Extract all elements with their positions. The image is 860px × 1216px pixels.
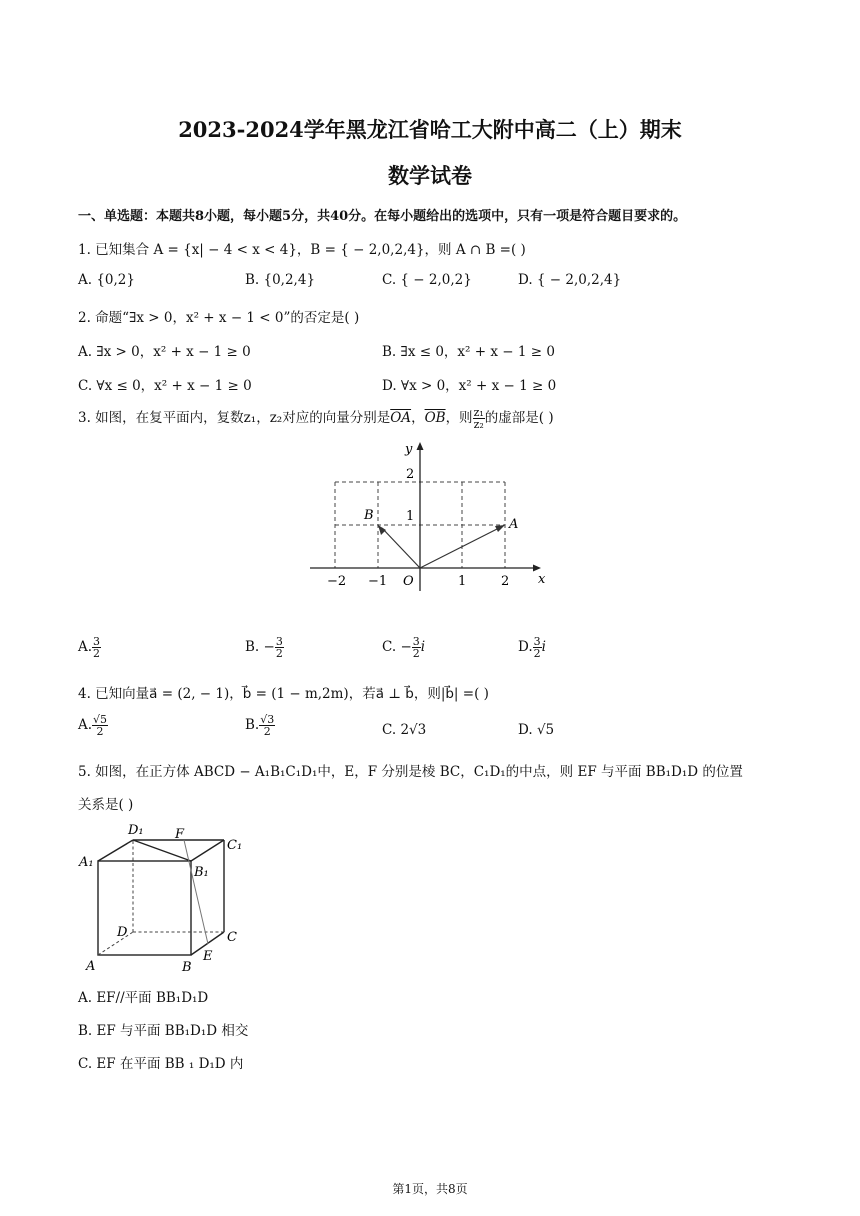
q4-option-a-num: √5: [93, 713, 108, 726]
question-3-stem: [78, 406, 554, 430]
segment-ef: [184, 840, 208, 944]
point-f: F: [175, 827, 185, 842]
vertex-c1: C₁: [227, 838, 243, 853]
vertex-b1: B₁: [194, 865, 209, 880]
q4-option-a: [78, 714, 108, 737]
q3-option-a-label: A.: [78, 639, 93, 655]
y-tick-1: 1: [406, 509, 415, 524]
origin-label: O: [403, 574, 414, 589]
x-axis-label: x: [538, 572, 546, 587]
q5-option-a: A. EF//平面 BB₁D₁D: [78, 990, 209, 1006]
point-a-label: A: [509, 517, 519, 532]
vector-ob-head: [378, 525, 386, 535]
vector-ob: $\overline{OB}$: [424, 410, 446, 426]
q4-option-c: [382, 722, 426, 738]
q3-fraction: [473, 407, 485, 430]
complex-plane-figure: [305, 436, 555, 598]
q3-stem-text: 3. 如图，在复平面内，复数z₁，z₂对应的向量分别是: [78, 410, 391, 426]
y-tick-2: 2: [406, 467, 415, 482]
q3-option-c-den: 2: [412, 647, 420, 660]
vertex-b: B: [182, 960, 192, 975]
q3-option-b: [245, 636, 284, 659]
vertex-c: C: [227, 930, 237, 945]
q4-option-b-num: √3: [260, 713, 275, 726]
q4-option-b: [245, 714, 275, 737]
q3-option-d-den: 2: [533, 647, 541, 660]
page-footer: 第1页，共8页: [392, 1182, 468, 1196]
q4-option-a-den: 2: [96, 725, 104, 738]
vector-oa: $\overline{OA}$: [390, 410, 412, 426]
q3-frac-num: z₁: [473, 406, 484, 419]
q3-option-a: [78, 636, 101, 659]
q3-option-d-label: D.: [518, 639, 533, 655]
q4-option-a-label: A.: [78, 717, 93, 733]
q3-separator: ，: [411, 410, 425, 426]
q3-option-c: [382, 636, 425, 659]
question-2-stem: 2. 命题“∃x > 0，x² + x − 1 < 0”的否定是( ): [78, 310, 360, 326]
q3-option-c-frac: [412, 636, 421, 659]
vector-oa-arrow: [420, 527, 501, 568]
q4-option-d-value: √5: [536, 722, 555, 738]
q1-option-c: C. { − 2,0,2}: [382, 272, 472, 288]
q4-option-d: [518, 722, 554, 738]
q5-option-b: B. EF 与平面 BB₁D₁D 相交: [78, 1023, 249, 1039]
q4-option-d-label: D.: [518, 722, 533, 738]
q1-option-b: B. {0,2,4}: [245, 272, 316, 288]
q3-option-d-frac: [533, 636, 542, 659]
q3-option-b-den: 2: [275, 647, 283, 660]
page-title: 2023-2024学年黑龙江省哈工大附中高二（上）期末: [178, 117, 682, 142]
q4-option-c-label: C.: [382, 722, 397, 738]
x-tick-2: 2: [501, 574, 510, 589]
q3-option-d-num: 3: [533, 635, 541, 648]
cube-figure: [76, 820, 256, 975]
q4-option-b-label: B.: [245, 717, 260, 733]
q3-option-c-sign: −: [400, 639, 412, 655]
q4-option-c-value: 2√3: [400, 722, 427, 738]
q2-option-d: D. ∀x > 0，x² + x − 1 ≥ 0: [382, 378, 557, 394]
point-b-label: B: [364, 508, 374, 523]
q3-option-d-unit: i: [541, 639, 546, 655]
q2-option-c: C. ∀x ≤ 0，x² + x − 1 ≥ 0: [78, 378, 252, 394]
q3-option-c-label: C.: [382, 639, 397, 655]
q3-option-c-num: 3: [412, 635, 420, 648]
q3-option-d: [518, 636, 546, 659]
q3-option-b-num: 3: [275, 635, 283, 648]
q3-option-b-sign: −: [263, 639, 275, 655]
q1-option-d: D. { − 2,0,2,4}: [518, 272, 622, 288]
vertex-a: A: [86, 959, 96, 974]
q3-option-a-den: 2: [93, 647, 101, 660]
q3-option-b-frac: [275, 636, 284, 659]
q4-option-b-frac: [259, 714, 275, 737]
y-axis-arrow: [417, 442, 424, 450]
question-1-stem: 1. 已知集合 A = {x| − 4 < x < 4}，B = { − 2,0,2,4}，则 A ∩ B =( ): [78, 242, 526, 258]
q5-option-c: C. EF 在平面 BB ₁ D₁D 内: [78, 1056, 244, 1072]
vertex-d: D: [117, 925, 128, 940]
point-e: E: [203, 949, 213, 964]
vertex-d1: D₁: [128, 823, 144, 838]
q3-option-a-num: 3: [93, 635, 101, 648]
page-subtitle: 数学试卷: [388, 163, 472, 188]
q3-frac-den: z₂: [473, 418, 484, 431]
vertex-a1: A₁: [79, 855, 94, 870]
q1-option-a: A. {0,2}: [78, 272, 135, 288]
q3-option-c-unit: i: [420, 639, 426, 655]
x-tick-neg1: −1: [368, 574, 388, 589]
y-axis-label: y: [405, 442, 413, 457]
vector-oa-head: [495, 525, 505, 532]
x-tick-neg2: −2: [327, 574, 347, 589]
q3-stem-end: 的虚部是( ): [484, 410, 554, 426]
q3-option-a-frac: [92, 636, 101, 659]
vector-ob-arrow: [382, 528, 420, 568]
question-5-stem-line1: 5. 如图，在正方体 ABCD − A₁B₁C₁D₁中，E，F 分别是棱 BC，C₁D₁的中点，则 EF 与平面 BB₁D₁D 的位置: [78, 764, 743, 780]
section-heading: 一、单选题：本题共8小题，每小题5分，共40分。在每小题给出的选项中，只有一项是符合题目要求的。: [78, 209, 687, 224]
q3-option-b-label: B.: [245, 639, 260, 655]
x-tick-1: 1: [458, 574, 467, 589]
question-4-stem: 4. 已知向量a⃗ = (2, − 1)，b⃗ = (1 − m,2m)，若a⃗ ⊥ b⃗，则|b⃗| =( ): [78, 686, 489, 702]
q4-option-b-den: 2: [263, 725, 271, 738]
question-5-stem-line2: 关系是( ): [78, 797, 134, 813]
q4-option-a-frac: [92, 714, 108, 737]
q2-option-b: B. ∃x ≤ 0，x² + x − 1 ≥ 0: [382, 344, 555, 360]
x-axis-arrow: [533, 565, 541, 572]
q3-stem-then: ，则: [445, 410, 473, 426]
q2-option-a: A. ∃x > 0，x² + x − 1 ≥ 0: [78, 344, 251, 360]
